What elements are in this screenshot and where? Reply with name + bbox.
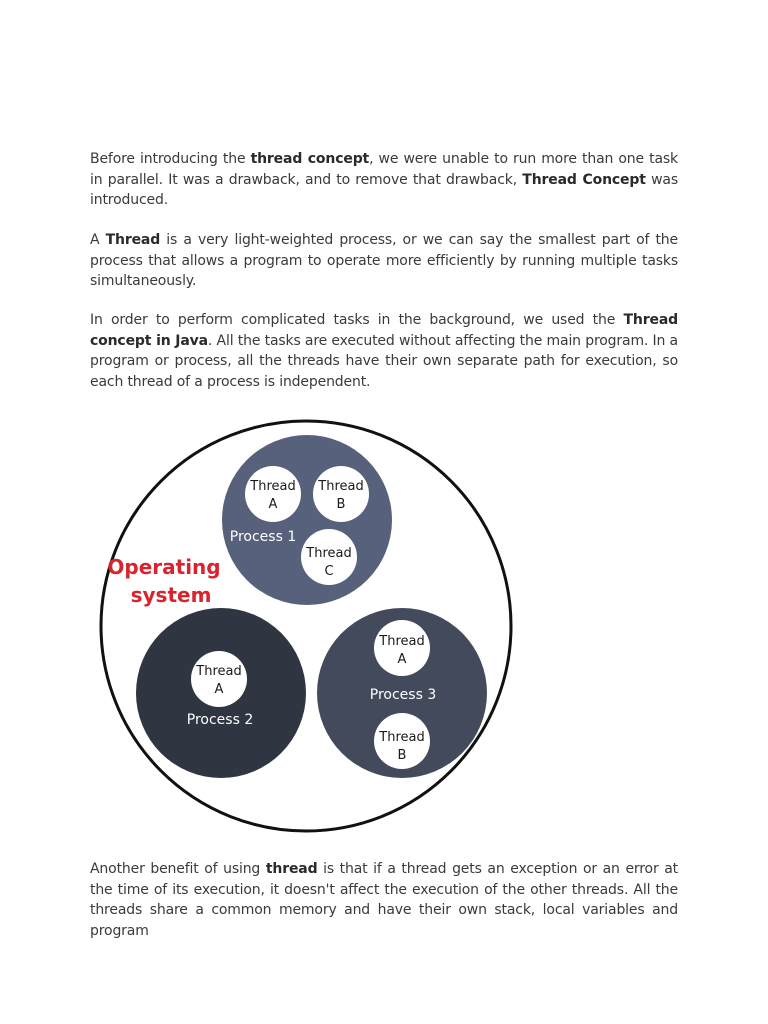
bold-term: Thread concept in Java — [90, 312, 678, 349]
paragraph-intro — [90, 149, 678, 211]
thread-label: Thread — [318, 479, 364, 494]
text-run: was introduced. — [90, 171, 678, 208]
text-run: In order to perform complicated tasks in the background, we used the — [90, 312, 624, 328]
text-run: . All the tasks are executed without affecting the main program. In a program or process, all the threads have their own separate path for execution, so each thread of a process is independent. — [90, 332, 678, 390]
os-label-line1: Operating — [107, 555, 221, 579]
text-run: Another benefit of using — [90, 861, 266, 877]
bold-term: thread concept — [250, 151, 370, 167]
process-1-label: Process 1 — [229, 529, 297, 545]
thread-circle — [313, 466, 369, 522]
process-1 — [222, 435, 392, 605]
thread-id: A — [397, 652, 407, 667]
thread-id: C — [324, 564, 334, 579]
thread-label: Thread — [250, 479, 296, 494]
thread-circle — [191, 651, 247, 707]
text-run: Before introducing the — [90, 151, 251, 167]
process-2-label: Process 2 — [186, 712, 254, 728]
thread-id: A — [214, 682, 224, 697]
process-3-label: Process 3 — [369, 687, 437, 703]
process-3 — [317, 608, 487, 778]
thread-id: B — [336, 497, 346, 512]
thread-id: B — [397, 748, 407, 763]
os-label-line2: system — [130, 583, 212, 607]
text-run: is that if a thread gets an exception or an error at the time of its execution, it doesn't affect the execution of the other threads. All the threads share a common memory and have their own stack, local variables and program — [90, 861, 679, 939]
process-1-circle — [222, 435, 392, 605]
bold-term: Thread Concept — [522, 171, 646, 188]
thread-label: Thread — [306, 546, 352, 561]
paragraph-benefits — [90, 859, 678, 941]
text-run: , we were unable to run more than one task in parallel. It was a drawback, and to remove that drawback, — [90, 151, 678, 188]
bold-term: thread — [265, 861, 318, 877]
thread-id: A — [268, 497, 278, 512]
os-process-thread-diagram — [96, 408, 516, 844]
text-run: A — [90, 232, 106, 248]
bold-term: Thread — [105, 232, 161, 248]
thread-label: Thread — [379, 730, 425, 745]
process-2 — [136, 608, 306, 778]
paragraph-definition — [90, 230, 678, 292]
thread-label: Thread — [196, 664, 242, 679]
paragraph-java-threads — [90, 310, 678, 392]
thread-circle — [245, 466, 301, 522]
thread-label: Thread — [379, 634, 425, 649]
text-run: is a very light-weighted process, or we can say the smallest part of the process that allows a program to operate more efficiently by running multiple tasks simultaneously. — [90, 232, 678, 289]
